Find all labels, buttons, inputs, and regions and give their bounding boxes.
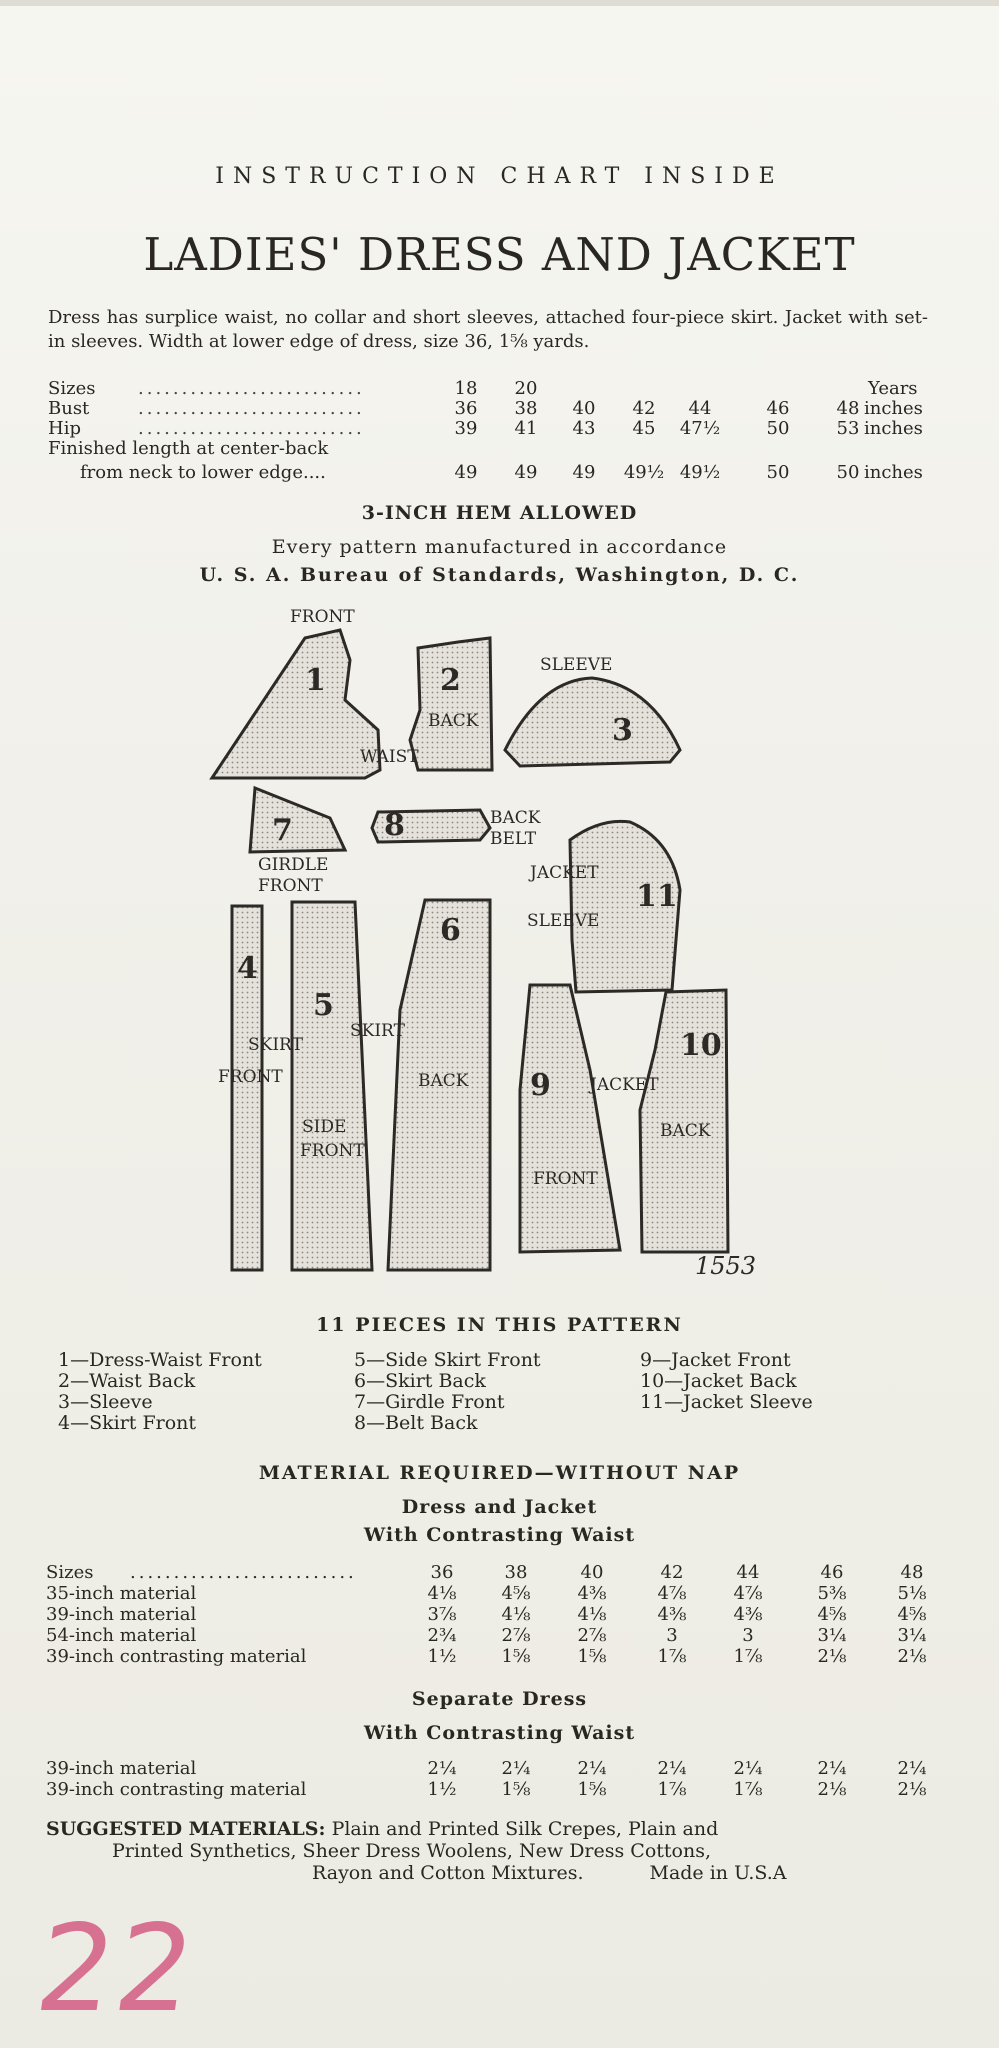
diagram-label: BACK (418, 1071, 469, 1091)
hip-value: 43 (572, 418, 596, 439)
bust-value: 38 (514, 398, 538, 419)
material-yardage: 3 (742, 1625, 754, 1646)
piece-3-shape (505, 678, 680, 766)
leader-dots: .......................... (130, 1562, 357, 1583)
piece-number: 5 (313, 988, 334, 1023)
diagram-label: BACK (490, 808, 541, 828)
material-yardage: 2⅞ (501, 1625, 531, 1646)
piece-item: 10—Jacket Back (640, 1370, 797, 1392)
bust-value: 48 (836, 398, 860, 419)
material-yardage: 1½ (427, 1779, 457, 1800)
material-subtitle-1: Dress and Jacket (401, 1496, 598, 1518)
size-value: 40 (580, 1562, 604, 1583)
material-row-label: 54-inch material (46, 1625, 197, 1646)
hip-label: Hip (48, 418, 81, 439)
suggested-materials (46, 1818, 936, 1884)
leader-dots: .......................... (138, 398, 365, 419)
length-value: 49 (454, 462, 478, 483)
material-yardage: 1⅝ (501, 1646, 531, 1667)
pattern-title: LADIES' DRESS AND JACKET (143, 228, 856, 281)
hip-value: 53 (836, 418, 860, 439)
piece-item: 11—Jacket Sleeve (640, 1391, 813, 1413)
piece-item: 7—Girdle Front (354, 1391, 505, 1413)
diagram-label: JACKET (530, 863, 599, 883)
hip-unit: inches (864, 418, 923, 439)
hip-value: 39 (454, 418, 478, 439)
made-in: Made in U.S.A (649, 1862, 787, 1884)
material-yardage: 2⅛ (817, 1779, 847, 1800)
material-yardage: 4⅝ (897, 1604, 927, 1625)
size-value: 18 (454, 378, 478, 399)
suggested-text-1: Plain and Printed Silk Crepes, Plain and (325, 1818, 719, 1840)
material-yardage: 2⅞ (577, 1625, 607, 1646)
hip-value: 47½ (679, 418, 721, 439)
material-yardage: 1⅞ (657, 1646, 687, 1667)
piece-item: 8—Belt Back (354, 1412, 478, 1434)
piece-number: 8 (384, 808, 405, 843)
piece-5-shape (292, 902, 372, 1270)
size-value: 42 (660, 1562, 684, 1583)
piece-item: 1—Dress-Waist Front (58, 1349, 262, 1371)
diagram-label: BACK (660, 1121, 711, 1141)
size-stamp: 22 (28, 1900, 205, 2039)
hip-value: 45 (632, 418, 656, 439)
piece-number: 10 (680, 1028, 722, 1063)
material-yardage: 4⅜ (657, 1604, 687, 1625)
material-yardage: 3 (666, 1625, 678, 1646)
material-subtitle-2: With Contrasting Waist (363, 1524, 636, 1546)
length-value: 50 (766, 462, 790, 483)
material-yardage: 2¼ (427, 1758, 457, 1779)
standards-line-2: U. S. A. Bureau of Standards, Washington, D. C. (199, 564, 800, 586)
piece-item: 4—Skirt Front (58, 1412, 197, 1434)
material-yardage: 1⅝ (577, 1779, 607, 1800)
diagram-label: FRONT (533, 1169, 598, 1189)
material-sizes-label: Sizes (46, 1562, 94, 1583)
material-yardage: 3⅞ (427, 1604, 457, 1625)
bust-value: 36 (454, 398, 478, 419)
sizes-label: Sizes (48, 378, 96, 399)
leader-dots: .......................... (138, 378, 365, 399)
size-value: 46 (820, 1562, 844, 1583)
suggested-label: SUGGESTED MATERIALS: (46, 1818, 326, 1840)
size-value: 44 (736, 1562, 760, 1583)
material-title: MATERIAL REQUIRED—WITHOUT NAP (258, 1462, 741, 1484)
suggested-text-2: Printed Synthetics, Sheer Dress Woolens, New Dress Cottons, (112, 1840, 712, 1862)
piece-item: 3—Sleeve (58, 1391, 153, 1413)
diagram-label: SIDE (302, 1117, 347, 1137)
instruction-chart-heading: INSTRUCTION CHART INSIDE (215, 164, 784, 189)
piece-1-shape (212, 630, 380, 778)
diagram-label: FRONT (218, 1067, 283, 1087)
material-row-label: 39-inch contrasting material (46, 1779, 307, 1800)
material-yardage: 2⅛ (897, 1646, 927, 1667)
bust-unit: inches (864, 398, 923, 419)
suggested-text-3: Rayon and Cotton Mixtures. (312, 1862, 584, 1884)
pattern-layout-diagram (0, 590, 999, 1290)
length-value: 49½ (623, 462, 665, 483)
material-yardage: 4⅜ (577, 1583, 607, 1604)
material-yardage: 4⅝ (501, 1583, 531, 1604)
piece-number: 9 (530, 1068, 551, 1103)
material-yardage: 2¼ (897, 1758, 927, 1779)
piece-item: 9—Jacket Front (640, 1349, 791, 1371)
material-yardage: 1⅞ (733, 1779, 763, 1800)
material-yardage: 2⅛ (897, 1779, 927, 1800)
leader-dots: .......................... (138, 418, 365, 439)
bust-value: 46 (766, 398, 790, 419)
material-yardage: 4⅛ (501, 1604, 531, 1625)
material-yardage: 2⅛ (817, 1646, 847, 1667)
material-yardage: 3¼ (817, 1625, 847, 1646)
pattern-number: 1553 (695, 1252, 757, 1280)
material-yardage: 3¼ (897, 1625, 927, 1646)
material-yardage: 4⅜ (733, 1604, 763, 1625)
length-label: Finished length at center-back (48, 438, 329, 459)
bust-value: 40 (572, 398, 596, 419)
piece-item: 5—Side Skirt Front (354, 1349, 541, 1371)
hem-note: 3-INCH HEM ALLOWED (361, 502, 638, 524)
diagram-label: GIRDLE (258, 855, 329, 875)
length-value: 50 (836, 462, 860, 483)
piece-number: 7 (272, 813, 293, 848)
material-yardage: 1⅝ (577, 1646, 607, 1667)
material-yardage: 1⅝ (501, 1779, 531, 1800)
material-yardage: 2¼ (577, 1758, 607, 1779)
pattern-description: Dress has surplice waist, no collar and short sleeves, attached four-piece skirt. Jacket with set-in sleeves. Width at lower edge of dress, size 36, 1⅝ yards. (48, 307, 928, 352)
size-value: 20 (514, 378, 538, 399)
piece-number: 6 (440, 913, 461, 948)
length-value: 49 (514, 462, 538, 483)
piece-number: 1 (305, 663, 326, 698)
material-yardage: 2¼ (501, 1758, 531, 1779)
diagram-label: FRONT (300, 1141, 365, 1161)
piece-9-shape (520, 985, 620, 1252)
diagram-label: JACKET (590, 1075, 659, 1095)
diagram-label: FRONT (290, 607, 355, 627)
pieces-title: 11 PIECES IN THIS PATTERN (316, 1314, 683, 1336)
material-yardage: 4⅞ (657, 1583, 687, 1604)
piece-2-shape (410, 638, 492, 770)
size-value: 38 (504, 1562, 528, 1583)
diagram-label: WAIST (360, 747, 419, 767)
bust-value: 42 (632, 398, 656, 419)
hip-value: 50 (766, 418, 790, 439)
diagram-label: BACK (428, 711, 479, 731)
material-yardage: 2¼ (733, 1758, 763, 1779)
material-yardage: 4⅛ (577, 1604, 607, 1625)
piece-item: 6—Skirt Back (354, 1370, 486, 1392)
material-row-label: 39-inch contrasting material (46, 1646, 307, 1667)
sizes-unit: Years (868, 378, 918, 399)
piece-number: 4 (237, 951, 258, 986)
size-value: 36 (430, 1562, 454, 1583)
material-yardage: 4⅛ (427, 1583, 457, 1604)
length-label-2: from neck to lower edge.... (80, 462, 326, 483)
material-yardage: 5⅜ (817, 1583, 847, 1604)
length-value: 49 (572, 462, 596, 483)
piece-number: 3 (612, 713, 633, 748)
material-row-label: 39-inch material (46, 1758, 197, 1779)
material-yardage: 2¾ (427, 1625, 457, 1646)
material-row-label: 39-inch material (46, 1604, 197, 1625)
material-yardage: 1½ (427, 1646, 457, 1667)
diagram-label: SKIRT (350, 1021, 405, 1041)
material-yardage: 1⅞ (733, 1646, 763, 1667)
diagram-label: FRONT (258, 876, 323, 896)
piece-7-shape (250, 788, 345, 852)
material-yardage: 4⅝ (817, 1604, 847, 1625)
material-row-label: 35-inch material (46, 1583, 197, 1604)
standards-line-1: Every pattern manufactured in accordance (271, 536, 728, 558)
material-yardage: 2¼ (657, 1758, 687, 1779)
material-yardage: 1⅞ (657, 1779, 687, 1800)
length-unit: inches (864, 462, 923, 483)
bust-label: Bust (48, 398, 90, 419)
hip-value: 41 (514, 418, 538, 439)
separate-dress-subtitle: With Contrasting Waist (363, 1722, 636, 1744)
piece-number: 2 (440, 663, 461, 698)
piece-number: 11 (636, 879, 678, 914)
size-value: 48 (900, 1562, 924, 1583)
piece-item: 2—Waist Back (58, 1370, 196, 1392)
material-yardage: 4⅞ (733, 1583, 763, 1604)
diagram-label: SLEEVE (540, 655, 613, 675)
separate-dress-title: Separate Dress (411, 1688, 588, 1710)
diagram-label: SKIRT (248, 1035, 303, 1055)
length-value: 49½ (679, 462, 721, 483)
material-yardage: 2¼ (817, 1758, 847, 1779)
material-yardage: 5⅛ (897, 1583, 927, 1604)
bust-value: 44 (688, 398, 712, 419)
diagram-label: BELT (490, 829, 537, 849)
diagram-label: SLEEVE (527, 911, 600, 931)
